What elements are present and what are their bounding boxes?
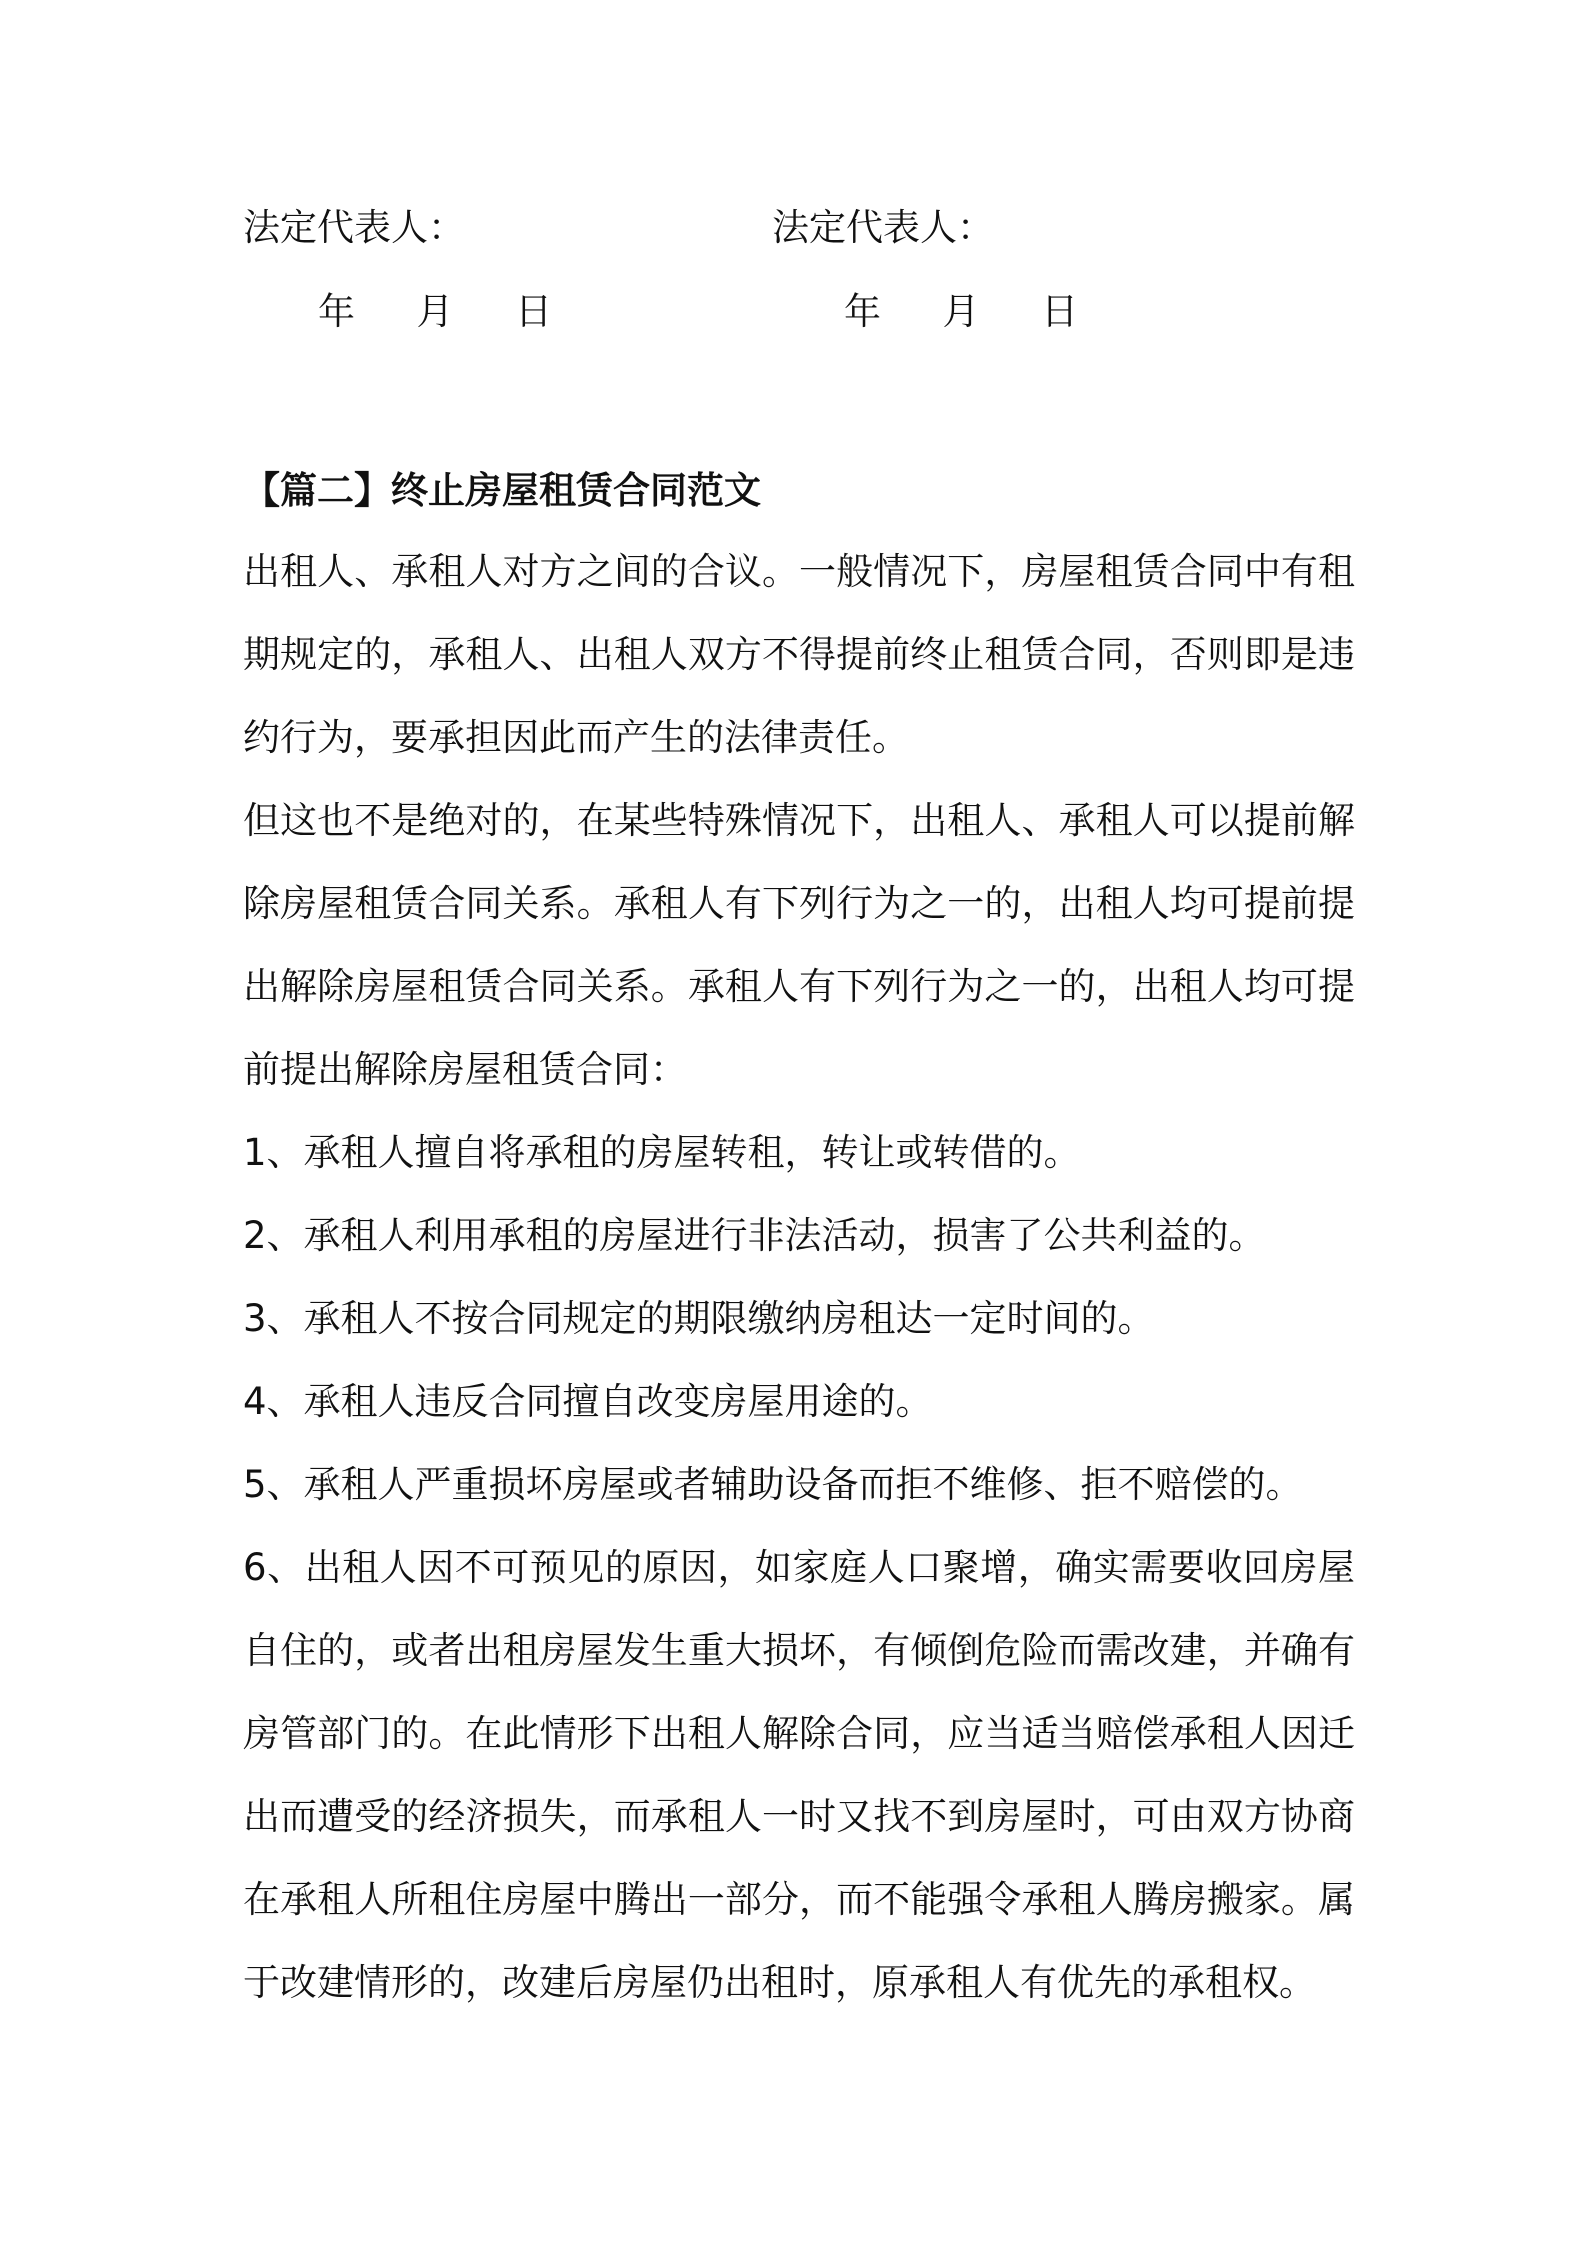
paragraph: 出租人、承租人对方之间的合议。一般情况下，房屋租赁合同中有租期规定的，承租人、出租人双方不得提前终止租赁合同，否则即是违约行为，要承担因此而产生的法律责任。: [243, 550, 1355, 759]
list-item: 6、出租人因不可预见的原因，如家庭人口聚增，确实需要收回房屋自住的，或者出租房屋发生重大损坏，有倾倒危险而需改建，并确有房管部门的。在此情形下出租人解除合同，应当适当赔偿承租人因迁出而遭受的经济损失，而承租人一时又找不到房屋时，可由双方协商在承租人所租住房屋中腾出一部分，而不能强令承租人腾房搬家。属于改建情形的，改建后房屋仍出租时，原承租人有优先的承租权。: [243, 1546, 1355, 2004]
right-date-line: [844, 288, 1078, 336]
left-date-line: [318, 288, 552, 336]
right-date-year: 年: [844, 290, 881, 333]
right-date-day: 日: [1041, 290, 1079, 333]
section-title: 【篇二】终止房屋租赁合同范文: [243, 469, 761, 512]
left-date-day: 日: [515, 290, 553, 333]
right-legal-representative-label: 法定代表人：: [772, 206, 994, 249]
paragraph: 但这也不是绝对的，在某些特殊情况下，出租人、承租人可以提前解除房屋租赁合同关系。承租人有下列行为之一的，出租人均可提前提出解除房屋租赁合同关系。承租人有下列行为之一的，出租人均可提前提出解除房屋租赁合同：: [243, 799, 1355, 1091]
document-body: [243, 452, 1355, 2024]
list-item: 4、承租人违反合同擅自改变房屋用途的。: [243, 1380, 933, 1423]
list-item: 3、承租人不按合同规定的期限缴纳房租达一定时间的。: [243, 1297, 1155, 1340]
right-date-month: 月: [942, 290, 980, 333]
left-date-year: 年: [318, 290, 355, 333]
list-item: 5、承租人严重损坏房屋或者辅助设备而拒不维修、拒不赔偿的。: [243, 1463, 1303, 1506]
list-item: 2、承租人利用承租的房屋进行非法活动，损害了公共利益的。: [243, 1214, 1266, 1257]
left-date-month: 月: [416, 290, 454, 333]
left-legal-representative-label: 法定代表人：: [243, 206, 465, 249]
list-item: 1、承租人擅自将承租的房屋转租，转让或转借的。: [243, 1131, 1081, 1174]
